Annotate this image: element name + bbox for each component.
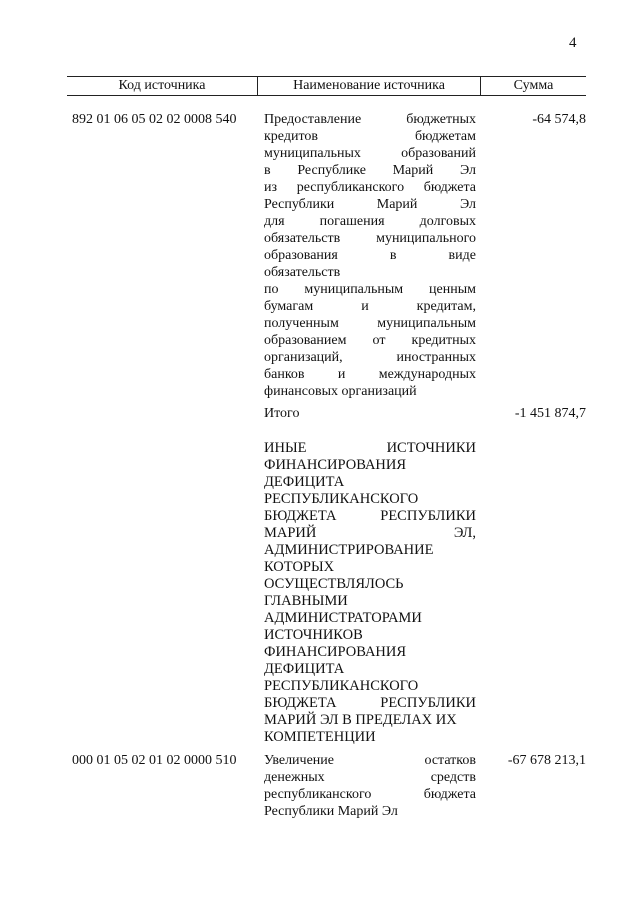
row1-sum: -64 574,8 [532, 112, 586, 127]
name-word: долговых [419, 214, 476, 229]
name-line [264, 128, 476, 145]
header-code: Код источника [67, 77, 258, 95]
total-sum: -1 451 874,7 [514, 406, 586, 421]
name-word: из [264, 180, 278, 195]
name-word: ДЕФИЦИТА [264, 474, 345, 490]
name-word: денежных [264, 770, 325, 785]
name-word: Эл [459, 197, 476, 212]
name-word: ИСТОЧНИКОВ [264, 627, 363, 643]
page-number: 4 [569, 35, 577, 51]
name-word: по [264, 282, 279, 297]
name-line [264, 678, 476, 695]
name-word: для [264, 214, 285, 229]
name-word: виде [448, 248, 476, 263]
name-line [264, 786, 476, 803]
header-name: Наименование источника [258, 77, 481, 95]
name-word: МАРИЙ [264, 525, 317, 541]
name-word: ЭЛ, [453, 525, 476, 541]
name-word: Республики [264, 197, 335, 212]
name-word: остатков [424, 753, 476, 768]
name-word: муниципальным [377, 316, 476, 331]
name-word: ФИНАНСИРОВАНИЯ [264, 644, 407, 660]
name-word: Марий [392, 163, 434, 178]
name-line [264, 525, 476, 542]
name-line [264, 111, 476, 128]
name-word: международных [378, 367, 476, 382]
name-word: иностранных [396, 350, 476, 365]
name-line [264, 440, 476, 457]
section-heading [264, 440, 476, 746]
name-word: образований [401, 146, 476, 161]
name-word: кредитов [264, 129, 318, 144]
header-sum: Сумма [513, 78, 554, 93]
name-word: от [372, 333, 386, 348]
row2-name [264, 752, 476, 820]
name-line [264, 474, 476, 491]
name-line [264, 593, 476, 610]
name-line [264, 661, 476, 678]
name-line [264, 729, 476, 746]
name-line [264, 298, 476, 315]
name-word: бумагам [264, 299, 314, 314]
name-word: бюджетных [406, 112, 476, 127]
name-line [264, 752, 476, 769]
name-line [264, 576, 476, 593]
name-line [264, 712, 476, 729]
name-line [264, 491, 476, 508]
name-word: муниципальных [264, 146, 361, 161]
name-word: в [264, 163, 271, 178]
name-line [264, 162, 476, 179]
name-word: бюджетам [414, 129, 476, 144]
name-word: РЕСПУБЛИКИ [380, 508, 476, 524]
name-word: погашения [319, 214, 385, 229]
name-word: РЕСПУБЛИКИ [380, 695, 476, 711]
name-word: ФИНАНСИРОВАНИЯ [264, 457, 407, 473]
name-line [264, 383, 476, 400]
name-line [264, 145, 476, 162]
name-word: средств [430, 770, 476, 785]
name-line [264, 559, 476, 576]
name-word: кредитам, [416, 299, 476, 314]
name-word: АДМИНИСТРИРОВАНИЕ [264, 542, 434, 558]
name-word: образованием [264, 333, 347, 348]
name-line [264, 247, 476, 264]
row2-sum: -67 678 213,1 [507, 753, 586, 768]
name-word: банков [264, 367, 305, 382]
name-word: Марий [376, 197, 418, 212]
name-line [264, 644, 476, 661]
name-word: ГЛАВНЫМИ [264, 593, 348, 609]
name-word: кредитных [411, 333, 476, 348]
name-line [264, 508, 476, 525]
name-word: и [337, 367, 346, 382]
name-word: финансовых организаций [264, 384, 417, 399]
name-word: ИНЫЕ [264, 440, 307, 456]
name-word: обязательств [264, 265, 341, 280]
name-line [264, 349, 476, 366]
name-word: республиканского [264, 787, 372, 802]
name-word: МАРИЙ ЭЛ В ПРЕДЕЛАХ ИХ [264, 712, 457, 728]
row1-code: 892 01 06 05 02 02 0008 540 [72, 112, 237, 127]
name-word: ценным [429, 282, 476, 297]
name-word: ОСУЩЕСТВЛЯЛОСЬ [264, 576, 404, 592]
name-word: образования [264, 248, 338, 263]
name-word: ИСТОЧНИКИ [386, 440, 476, 456]
name-word: Республики Марий Эл [264, 804, 398, 819]
name-word: в [389, 248, 397, 263]
name-line [264, 803, 476, 820]
name-word: и [361, 299, 369, 314]
name-word: АДМИНИСТРАТОРАМИ [264, 610, 422, 626]
name-line [264, 315, 476, 332]
name-word: муниципального [376, 231, 476, 246]
name-word: обязательств [264, 231, 341, 246]
name-word: ДЕФИЦИТА [264, 661, 345, 677]
name-word: КОТОРЫХ [264, 559, 335, 575]
table-header [67, 76, 586, 96]
name-line [264, 196, 476, 213]
name-line [264, 610, 476, 627]
name-line [264, 366, 476, 383]
name-word: Республике [297, 163, 366, 178]
name-word: бюджета [423, 787, 476, 802]
name-word: БЮДЖЕТА [264, 508, 337, 524]
name-word: КОМПЕТЕНЦИИ [264, 729, 376, 745]
name-word: республиканского [296, 180, 405, 195]
total-label-block [264, 405, 476, 422]
total-label: Итого [264, 406, 300, 421]
name-line [264, 230, 476, 247]
name-word: бюджета [423, 180, 476, 195]
name-line [264, 213, 476, 230]
name-line [264, 627, 476, 644]
name-line [264, 281, 476, 298]
name-line [264, 769, 476, 786]
name-line [264, 542, 476, 559]
name-word: Увеличение [264, 753, 335, 768]
name-line [264, 695, 476, 712]
name-word: муниципальным [304, 282, 404, 297]
name-word: Предоставление [264, 112, 362, 127]
name-line [264, 457, 476, 474]
name-word: РЕСПУБЛИКАНСКОГО [264, 491, 419, 507]
row1-name [264, 111, 476, 400]
name-word: БЮДЖЕТА [264, 695, 337, 711]
name-word: полученным [264, 316, 339, 331]
name-line [264, 179, 476, 196]
row2-code: 000 01 05 02 01 02 0000 510 [72, 753, 237, 768]
name-line [264, 332, 476, 349]
name-word: РЕСПУБЛИКАНСКОГО [264, 678, 419, 694]
name-word: Эл [459, 163, 476, 178]
name-line [264, 264, 476, 281]
name-word: организаций, [264, 350, 343, 365]
